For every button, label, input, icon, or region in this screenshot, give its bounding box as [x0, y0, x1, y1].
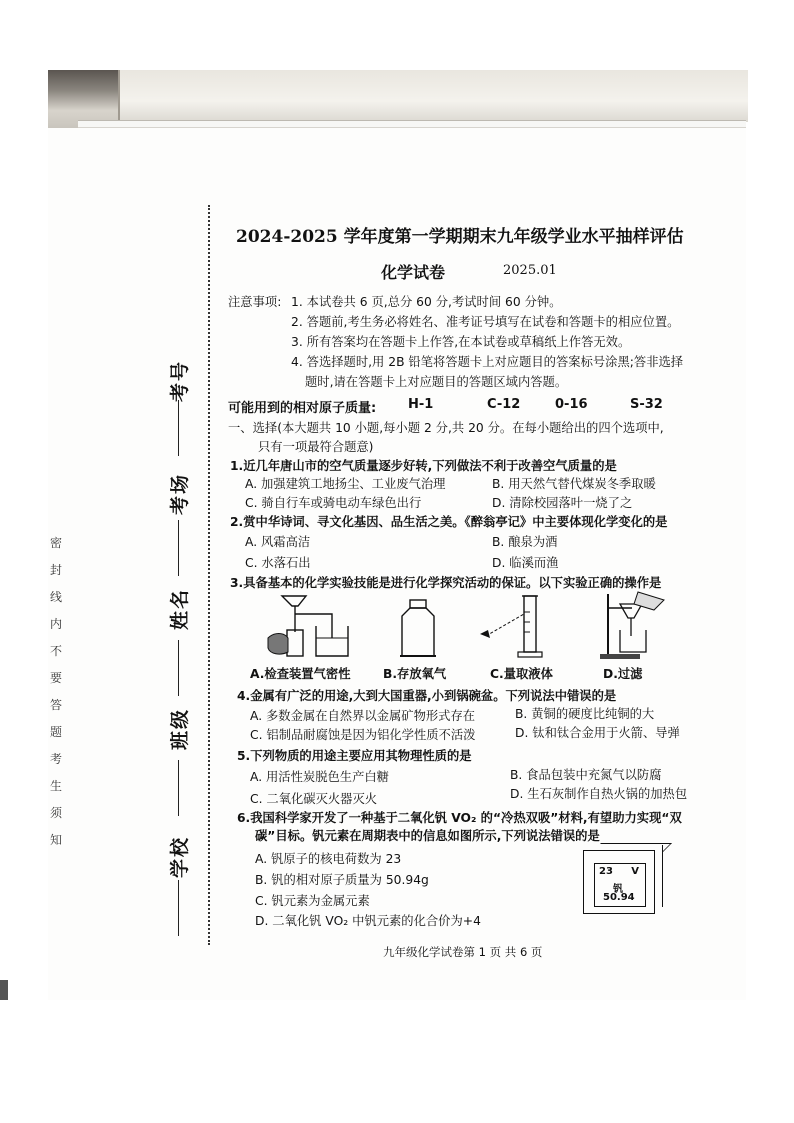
question-option: B. 酿泉为酒	[492, 535, 558, 549]
binding-line-school	[178, 880, 179, 936]
binding-cut-line	[208, 205, 210, 945]
question-option: D. 钛和钛合金用于火箭、导弹	[515, 726, 680, 740]
figure-filtration	[598, 590, 668, 662]
exam-title: 2024-2025 学年度第一学期期末九年级学业水平抽样评估	[236, 227, 684, 247]
question-option: D. 生石灰制作自热火锅的加热包	[510, 787, 688, 801]
notes-item: 3. 所有答案均在答题卡上作答,在本试卷或草稿纸上作答无效。	[291, 335, 631, 349]
notes-item: 2. 答题前,考生务必将姓名、准考证号填写在试卷和答题卡的相应位置。	[291, 315, 680, 329]
edge-char: 生	[50, 779, 63, 793]
question-stem: 3.具备基本的化学实验技能是进行化学探究活动的保证。以下实验正确的操作是	[230, 576, 662, 590]
figure-caption: B.存放氧气	[383, 667, 447, 681]
atomic-mass-value: S-32	[630, 397, 663, 412]
question-stem: 4.金属有广泛的用途,大到大国重器,小到锅碗盆。下列说法中错误的是	[237, 689, 617, 703]
figure-airtightness-check	[262, 592, 372, 660]
figure-caption: D.过滤	[603, 667, 643, 681]
edge-char: 不	[50, 644, 63, 658]
question-option: C. 二氧化碳灭火器灭火	[250, 792, 378, 806]
exam-date: 2025.01	[503, 263, 557, 278]
subject-title: 化学试卷	[381, 263, 446, 282]
question-option: B. 食品包装中充氮气以防腐	[510, 768, 662, 782]
question-option: B. 钒的相对原子质量为 50.94g	[255, 873, 429, 887]
binding-line-room	[178, 520, 179, 576]
question-option: C. 钒元素为金属元素	[255, 894, 370, 908]
question-option: A. 用活性炭脱色生产白糖	[250, 770, 389, 784]
atomic-mass-value: H-1	[408, 397, 434, 412]
edge-char: 线	[50, 590, 63, 604]
photo-edge-strip	[0, 980, 8, 1000]
question-option: A. 钒原子的核电荷数为 23	[255, 852, 402, 866]
figure-caption: A.检查装置气密性	[250, 667, 351, 681]
binding-line-class	[178, 760, 179, 816]
notes-item: 题时,请在答题卡上对应题目的答题区域内答题。	[305, 375, 568, 389]
edge-char: 要	[50, 671, 63, 685]
photo-background-top	[48, 70, 746, 128]
question-option: C. 骑自行车或骑电动车绿色出行	[245, 496, 422, 510]
question-option: C. 水落石出	[245, 556, 311, 570]
paper-edge	[78, 120, 746, 128]
notes-label: 注意事项:	[228, 295, 282, 309]
binding-line-name	[178, 640, 179, 696]
edge-char: 密	[50, 536, 63, 550]
question-option: D. 临溪而渔	[492, 556, 559, 570]
notes-item: 1. 本试卷共 6 页,总分 60 分,考试时间 60 分钟。	[291, 295, 562, 309]
binding-line-number	[178, 400, 179, 456]
question-option: A. 加强建筑工地扬尘、工业废气治理	[245, 477, 446, 491]
vanadium-element-card	[583, 850, 655, 914]
question-stem: 1.近几年唐山市的空气质量逐步好转,下列做法不利于改善空气质量的是	[230, 459, 617, 473]
question-option: C. 铝制品耐腐蚀是因为铝化学性质不活泼	[250, 728, 476, 742]
edge-char: 须	[50, 806, 63, 820]
element-symbol: V	[631, 866, 639, 877]
element-name: 钒	[613, 884, 623, 895]
section-heading-cont: 只有一项最符合题意)	[258, 440, 374, 454]
figure-oxygen-bottle	[398, 598, 438, 660]
paper-sheet-underlay	[118, 70, 748, 122]
question-option: D. 清除校园落叶一烧了之	[492, 496, 633, 510]
question-option: B. 黄铜的硬度比纯铜的大	[515, 707, 655, 721]
element-number: 23	[599, 866, 613, 877]
question-stem: 6.我国科学家开发了一种基于二氧化钒 VO₂ 的“冷热双吸”材料,有望助力实现“双	[237, 811, 682, 825]
notes-item: 4. 答选择题时,用 2B 铅笔将答题卡上对应题目的答案标号涂黑;答非选择	[291, 355, 684, 369]
edge-char: 知	[50, 833, 63, 847]
label-exam-number: 考号	[169, 359, 191, 402]
atomic-mass-value: C-12	[487, 397, 521, 412]
page-footer: 九年级化学试卷第 1 页 共 6 页	[383, 945, 543, 959]
label-school: 学校	[169, 835, 191, 878]
question-option: B. 用天然气替代煤炭冬季取暖	[492, 477, 656, 491]
label-name: 姓名	[169, 587, 191, 630]
question-stem: 5.下列物质的用途主要应用其物理性质的是	[237, 749, 472, 763]
question-option: A. 多数金属在自然界以金属矿物形式存在	[250, 709, 476, 723]
label-class: 班级	[169, 707, 191, 750]
figure-measuring-cylinder	[478, 592, 550, 662]
label-exam-room: 考场	[169, 472, 191, 515]
section-heading: 一、选择(本大题共 10 小题,每小题 2 分,共 20 分。在每小题给出的四个选项中,	[228, 421, 664, 435]
figure-caption: C.量取液体	[490, 667, 553, 681]
question-option: A. 风霜高洁	[245, 535, 311, 549]
edge-char: 题	[50, 725, 63, 739]
element-mass: 50.94	[603, 892, 635, 903]
binding-edge-notice	[50, 530, 66, 854]
question-stem: 2.赏中华诗词、寻文化基因、品生活之美。《醉翁亭记》中主要体现化学变化的是	[230, 515, 668, 529]
question-option: D. 二氧化钒 VO₂ 中钒元素的化合价为+4	[255, 914, 481, 928]
edge-char: 内	[50, 617, 63, 631]
edge-char: 考	[50, 752, 63, 766]
edge-char: 答	[50, 698, 63, 712]
question-stem-cont: 碳”目标。钒元素在周期表中的信息如图所示,下列说法错误的是	[255, 829, 600, 843]
atomic-mass-label: 可能用到的相对原子质量:	[228, 401, 377, 416]
edge-char: 封	[50, 563, 63, 577]
atomic-mass-value: 0-16	[555, 397, 588, 412]
